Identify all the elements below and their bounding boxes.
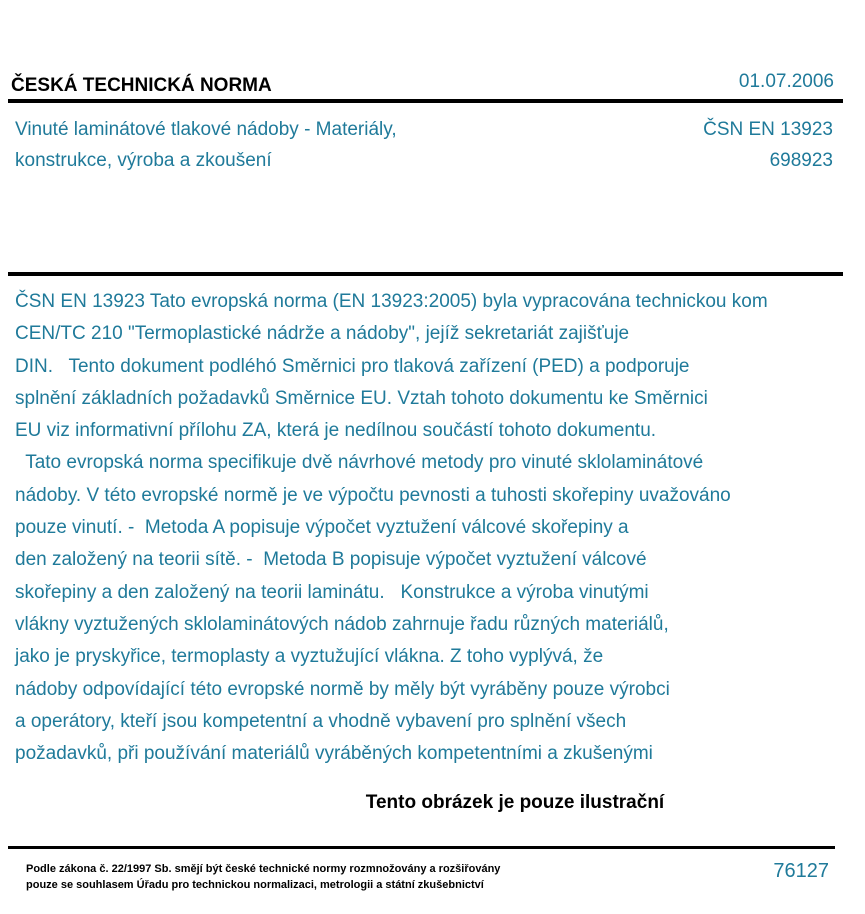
header-date: 01.07.2006 (738, 71, 834, 92)
document-title-line: konstrukce, výroba a zkoušení (15, 150, 272, 171)
body-line: a operátory, kteří jsou kompetentní a vhodně vybavení pro splnění všech (15, 710, 627, 732)
body-line: pouze vinutí. - Metoda A popisuje výpočet vyztužení válcové skořepiny a (15, 517, 629, 539)
body-line: skořepiny a den založený na teorii laminátu. Konstrukce a výroba vinutými (15, 581, 649, 603)
document-identifiers (703, 114, 833, 176)
footer-legal-line: Podle zákona č. 22/1997 Sb. smějí být české technické normy rozmnožovány a rozšiřovány (26, 863, 501, 875)
section-divider (8, 272, 843, 276)
body-line: nádoby odpovídající této evropské normě by měly být vyráběny pouze výrobci (15, 678, 670, 700)
body-line: splnění základních požadavků Směrnice EU. Vztah tohoto dokumentu ke Směrnici (15, 387, 708, 409)
body-line: požadavků, při používání materiálů vyráběných kompetentními a zkušenými (15, 743, 653, 765)
body-line: den založený na teorii sítě. - Metoda B popisuje výpočet vyztužení válcové (15, 549, 647, 571)
document-title-line: Vinuté laminátové tlakové nádoby - Materiály, (15, 119, 397, 140)
header-divider (8, 99, 843, 103)
standard-id: ČSN EN 13923 (703, 119, 833, 140)
body-line: DIN. Tento dokument podléhó Směrnici pro tlaková zařízení (PED) a podporuje (15, 355, 690, 377)
document-title (15, 114, 575, 176)
body-line: ČSN EN 13923 Tato evropská norma (EN 13923:2005) byla vypracována technickou kom (15, 291, 768, 312)
body-line: nádoby. V této evropské normě je ve výpočtu pevnosti a tuhosti skořepiny uvažováno (15, 484, 731, 506)
footer-legal-line: pouze se souhlasem Úřadu pro technickou normalizaci, metrologii a státní zkušebnictví (26, 879, 484, 891)
body-line: CEN/TC 210 "Termoplastické nádrže a nádoby", jejíž sekretariát zajišťuje (15, 323, 630, 345)
class-number: 698923 (769, 150, 833, 171)
body-line: jako je pryskyřice, termoplasty a vyztužující vlákna. Z toho vyplývá, že (15, 646, 604, 668)
body-line: EU viz informativní přílohu ZA, která je nedílnou součástí tohoto dokumentu. (15, 420, 657, 442)
illustration-note: Tento obrázek je pouze ilustrační (365, 792, 665, 813)
header-title: ČESKÁ TECHNICKÁ NORMA (11, 75, 272, 96)
footer-divider (8, 846, 835, 849)
footer-legal-notice (26, 861, 500, 893)
body-line: vlákny vyztužených sklolaminátových nádob zahrnuje řadu různých materiálů, (15, 613, 669, 635)
footer-number: 76127 (773, 860, 829, 882)
body-line: Tato evropská norma specifikuje dvě návrhové metody pro vinuté sklolaminátové (15, 452, 704, 474)
body-text (15, 286, 865, 770)
